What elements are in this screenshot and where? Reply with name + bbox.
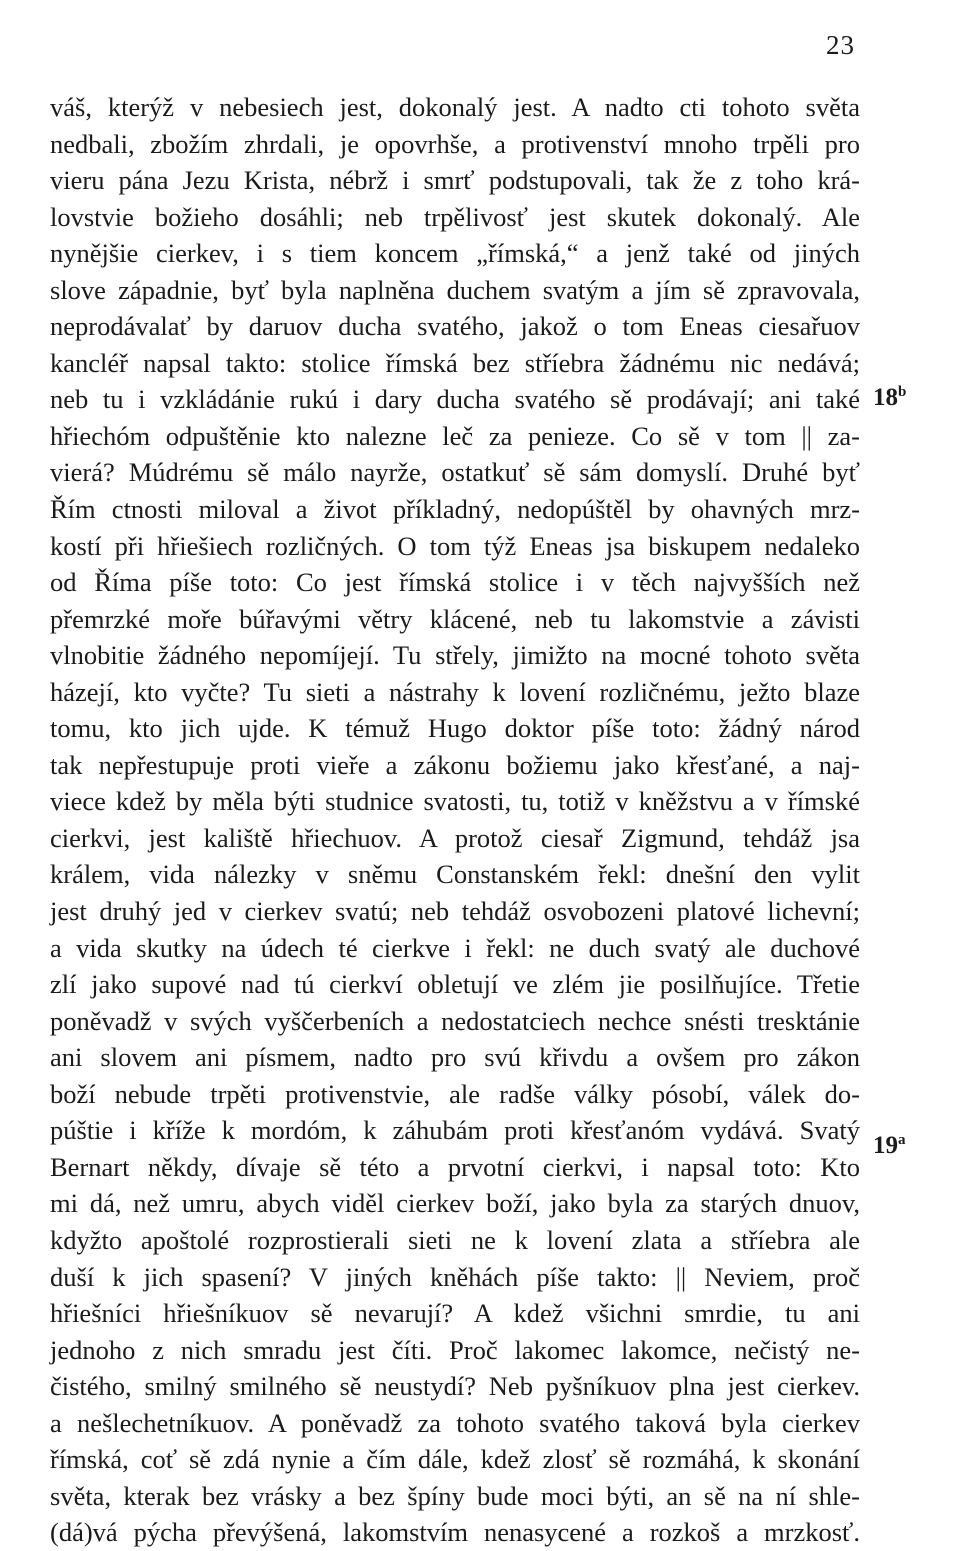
text-line: kostí při hřiešiech rozličných. O tom týž Eneas jsa biskupem nedaleko <box>50 530 860 561</box>
text-line: slove západnie, byť byla naplněna duchem svatým a jím sě zpravovala, <box>50 274 860 305</box>
margin-folio-number: 19 <box>873 1132 898 1159</box>
text-line: čistého, smilný smilného sě neustydí? Neb pyšníkuov plna jest cierkev. <box>50 1371 860 1402</box>
text-line: boží nebude trpěti protivenstvie, ale radše války pósobí, válek do- <box>50 1078 860 1109</box>
text-line: králem, vida nálezky v sněmu Constanském řekl: dnešní den vylit <box>50 859 860 890</box>
margin-folio-number: 18 <box>873 384 898 411</box>
text-line: (dá)vá pýcha převýšená, lakomstvím nenasycené a rozkoš a mrzkosť. <box>50 1517 860 1548</box>
text-line: přemrzké moře búřavými větry klácené, neb tu lakomstvie a závisti <box>50 603 860 634</box>
text-line: neb tu i vzkládánie rukú i dary ducha svatého sě prodávají; ani také <box>50 384 860 415</box>
text-line: vierá? Múdrému sě málo nayrže, ostatkuť sě sám domyslí. Druhé byť <box>50 457 860 488</box>
text-line: a nešlechetníkuov. A poněvadž za tohoto svatého taková byla cierkev <box>50 1407 860 1438</box>
text-line: kdyžto apoštolé rozprostierali sieti ne k lovení zlata a stříebra ale <box>50 1224 860 1255</box>
text-line: od Říma píše toto: Co jest římská stolice i v těch najvyšších než <box>50 567 860 598</box>
margin-folio-side: b <box>898 384 907 400</box>
body-text <box>50 89 860 1551</box>
text-line: zlí jako supové nad tú cierkví obletují ve zlém jie posilňujíce. Třetie <box>50 969 860 1000</box>
text-line: hřiechóm odpuštěnie kto nalezne leč za penieze. Co sě v tom || za- <box>50 420 860 451</box>
text-line: světa, kterak bez vrásky a bez špíny bude moci býti, an sě na ní shle- <box>50 1480 860 1511</box>
margin-folio-side: a <box>898 1132 906 1148</box>
text-line: púštie i kříže k mordóm, k záhubám proti křesťanóm vydává. Svatý <box>50 1115 860 1146</box>
text-line: Řím ctnosti miloval a život příkladný, nedopúštěl by ohavných mrz- <box>50 494 860 525</box>
text-line: mi dá, než umru, abych viděl cierkev boží, jako byla za starých dnuov, <box>50 1188 860 1219</box>
text-line: viece kdež by měla býti studnice svatosti, tu, totiž v kněžstvu a v římské <box>50 786 860 817</box>
text-line: římská, coť sě zdá nynie a čím dále, kdež zlosť sě rozmáhá, k skonání <box>50 1444 860 1475</box>
page-number: 23 <box>826 30 855 60</box>
text-line: ani slovem ani písmem, nadto pro svú křivdu a ovšem pro zákon <box>50 1042 860 1073</box>
text-line: házejí, kto vyčte? Tu sieti a nástrahy k lovení rozličnému, ježto blaze <box>50 676 860 707</box>
text-line: a vida skutky na údech té cierkve i řekl: ne duch svatý ale duchové <box>50 932 860 963</box>
text-line: poněvadž v svých vyščerbeních a nedostatciech nechce snésti tresktánie <box>50 1005 860 1036</box>
text-line: duší k jich spasení? V jiných kněhách píše takto: || Neviem, proč <box>50 1261 860 1292</box>
text-line: vieru pána Jezu Krista, nébrž i smrť podstupovali, tak že z toho krá- <box>50 165 860 196</box>
text-line: lovstvie božieho dosáhli; neb trpělivosť jest skutek dokonalý. Ale <box>50 201 860 232</box>
text-line: jednoho z nich smradu jest číti. Proč lakomec lakomce, nečistý ne- <box>50 1334 860 1365</box>
text-line: kancléř napsal takto: stolice římská bez stříebra žádnému nic nedává; <box>50 347 860 378</box>
text-line: tomu, kto jich ujde. K témuž Hugo doktor píše toto: žádný národ <box>50 713 860 744</box>
text-line: cierkvi, jest kaliště hřiechuov. A protož ciesař Zigmund, tehdáž jsa <box>50 822 860 853</box>
text-line: vlnobitie žádného nepomíjejí. Tu střely, jimižto na mocné tohoto světa <box>50 640 860 671</box>
text-line: tak nepřestupuje proti vieře a zákonu božiemu jako křesťané, a naj- <box>50 749 860 780</box>
text-line: váš, kterýž v nebesiech jest, dokonalý jest. A nadto cti tohoto světa <box>50 92 860 122</box>
margin-folio-note <box>873 384 906 412</box>
text-line: nedbali, zbožím zhrdali, je opovrhše, a protivenství mnoho trpěli pro <box>50 128 860 159</box>
text-line: hřiešníci hřiešníkuov sě nevarují? A kdež všichni smrdie, tu ani <box>50 1298 860 1329</box>
text-line: neprodávalať by daruov ducha svatého, jakož o tom Eneas ciesařuov <box>50 311 860 342</box>
margin-folio-note <box>873 1132 906 1160</box>
text-line: Bernart někdy, dívaje sě této a prvotní cierkvi, i napsal toto: Kto <box>50 1151 860 1182</box>
text-line: nynějšie cierkev, i s tiem koncem „římská,“ a jenž také od jiných <box>50 238 860 269</box>
text-line: jest druhý jed v cierkev svatú; neb tehdáž osvobozeni platové lichevní; <box>50 896 860 927</box>
